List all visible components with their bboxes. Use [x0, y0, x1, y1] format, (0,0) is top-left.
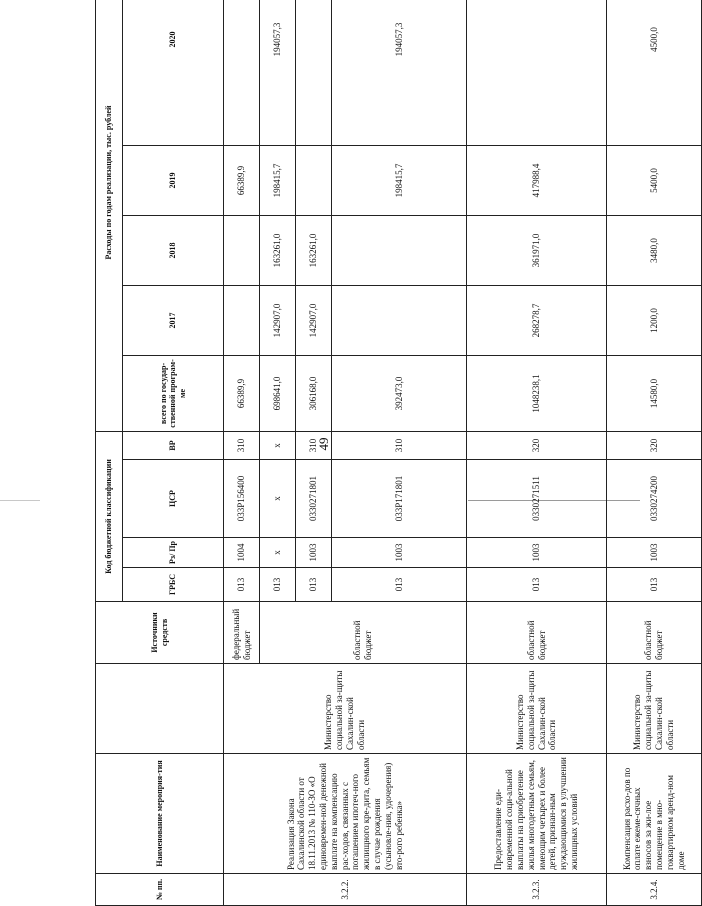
row-vr: 320 — [467, 431, 607, 459]
row-2018: 163261,0 — [296, 215, 332, 285]
row-vr: 310 — [224, 431, 260, 459]
header-year-2020: 2020 — [123, 0, 224, 145]
fold-line-left — [0, 500, 40, 501]
row-2017: 268278,7 — [467, 285, 607, 355]
row-2020 — [224, 0, 260, 145]
row-name: Реализация Закона Сахалинской области от 18.11.2013 № 110-ЗО «О единовремен-ной денежной выплате на компенсацию рас-ходов, связанных с погашением ипотеч-ного жилищного кре-дита, семьям в случае рождения (усыновле-ния, удочерения) вто-рого ребенка» — [224, 754, 467, 874]
table-area — [95, 22, 686, 906]
header-budget-code-group: Код бюджетной классификации — [96, 431, 123, 601]
header-source: Источники средств — [96, 602, 224, 664]
row-total: 698641,0 — [260, 355, 296, 431]
row-vr: 310 — [296, 431, 332, 459]
page-number: 49 — [316, 437, 331, 451]
row-csr: 0330271511 — [467, 460, 607, 538]
table-row — [467, 0, 607, 906]
row-2020 — [467, 0, 607, 145]
row-2018: 163261,0 — [260, 215, 296, 285]
row-2020: 194057,3 — [332, 0, 467, 145]
row-responsible: Министерство социальной за-щиты Сахалин-ской области — [607, 664, 702, 754]
row-total: 66389,9 — [224, 355, 260, 431]
row-source: областной бюджет — [260, 602, 467, 664]
row-csr: 0330271801 — [296, 460, 332, 538]
row-rzpr: x — [260, 538, 296, 568]
row-csr: 0330274200 — [607, 460, 702, 538]
row-2017: 142907,0 — [296, 285, 332, 355]
header-years-group: Расходы по годам реализации, тыс. рублей — [96, 0, 123, 431]
row-rzpr: 1004 — [224, 538, 260, 568]
row-2018: 3480,0 — [607, 215, 702, 285]
row-total: 14580,0 — [607, 355, 702, 431]
row-grbs: 013 — [332, 568, 467, 602]
header-vr: ВР — [123, 431, 224, 459]
row-grbs: 013 — [260, 568, 296, 602]
row-2020 — [296, 0, 332, 145]
row-responsible: Министерство социальной за-щиты Сахалин-ской области — [467, 664, 607, 754]
row-2017: 1200,0 — [607, 285, 702, 355]
header-rzpr: Рз/ Пр — [123, 538, 224, 568]
rotated-table-container — [95, 22, 686, 906]
row-vr: x — [260, 431, 296, 459]
row-2018: 361971,0 — [467, 215, 607, 285]
row-rzpr: 1003 — [332, 538, 467, 568]
row-rzpr: 1003 — [467, 538, 607, 568]
header-num: № пп. — [96, 874, 224, 906]
row-2019: 198415,7 — [260, 145, 296, 215]
row-num: 3.2.2. — [224, 874, 467, 906]
row-vr: 320 — [607, 431, 702, 459]
row-num: 3.2.3. — [467, 874, 607, 906]
header-csr: ЦСР — [123, 460, 224, 538]
header-row-1 — [96, 0, 123, 906]
row-rzpr: 1003 — [296, 538, 332, 568]
row-total: 392473,0 — [332, 355, 467, 431]
row-total: 306168,0 — [296, 355, 332, 431]
row-source: федеральный бюджет — [224, 602, 260, 664]
row-csr: 033P171801 — [332, 460, 467, 538]
header-grbs: ГРБС — [123, 568, 224, 602]
row-name: Компенсация расхо-дов по оплате ежеме-сячных взносов за жи-лое помещение в мно-гоквартирном аренд-ном доме — [607, 754, 702, 874]
row-rzpr: 1003 — [607, 538, 702, 568]
header-total: всего по государ-ственной програм-ме — [123, 355, 224, 431]
row-2019: 66389,9 — [224, 145, 260, 215]
header-year-2019: 2019 — [123, 145, 224, 215]
row-2017 — [224, 285, 260, 355]
row-total: 1048238,1 — [467, 355, 607, 431]
row-source: областной бюджет — [607, 602, 702, 664]
table-row — [607, 0, 702, 906]
row-grbs: 013 — [607, 568, 702, 602]
row-2019 — [296, 145, 332, 215]
row-csr: 033P156400 — [224, 460, 260, 538]
row-2017 — [332, 285, 467, 355]
row-vr: 310 — [332, 431, 467, 459]
row-2020: 4500,0 — [607, 0, 702, 145]
row-2020: 194057,3 — [260, 0, 296, 145]
row-num: 3.2.4. — [607, 874, 702, 906]
header-responsible — [96, 664, 224, 754]
row-grbs: 013 — [224, 568, 260, 602]
row-source: областной бюджет — [467, 602, 607, 664]
row-2019: 5400,0 — [607, 145, 702, 215]
row-2018 — [224, 215, 260, 285]
header-year-2017: 2017 — [123, 285, 224, 355]
row-grbs: 013 — [296, 568, 332, 602]
row-csr: x — [260, 460, 296, 538]
row-2019: 198415,7 — [332, 145, 467, 215]
table-row — [224, 0, 260, 906]
expenditure-table — [95, 0, 702, 906]
row-name: Предоставление еди-новременной соци-альной выплаты на приобретение жилья многодетным семьям, имеющим четырех и более детей, признан-ным нуждающимися в улучшении жилищных условий — [467, 754, 607, 874]
row-2018 — [332, 215, 467, 285]
row-2019: 417988,4 — [467, 145, 607, 215]
header-year-2018: 2018 — [123, 215, 224, 285]
row-2017: 142907,0 — [260, 285, 296, 355]
header-name: Наименование мероприя-тия — [96, 754, 224, 874]
row-grbs: 013 — [467, 568, 607, 602]
row-responsible: Министерство социальной за-щиты Сахалин-ской области — [224, 664, 467, 754]
